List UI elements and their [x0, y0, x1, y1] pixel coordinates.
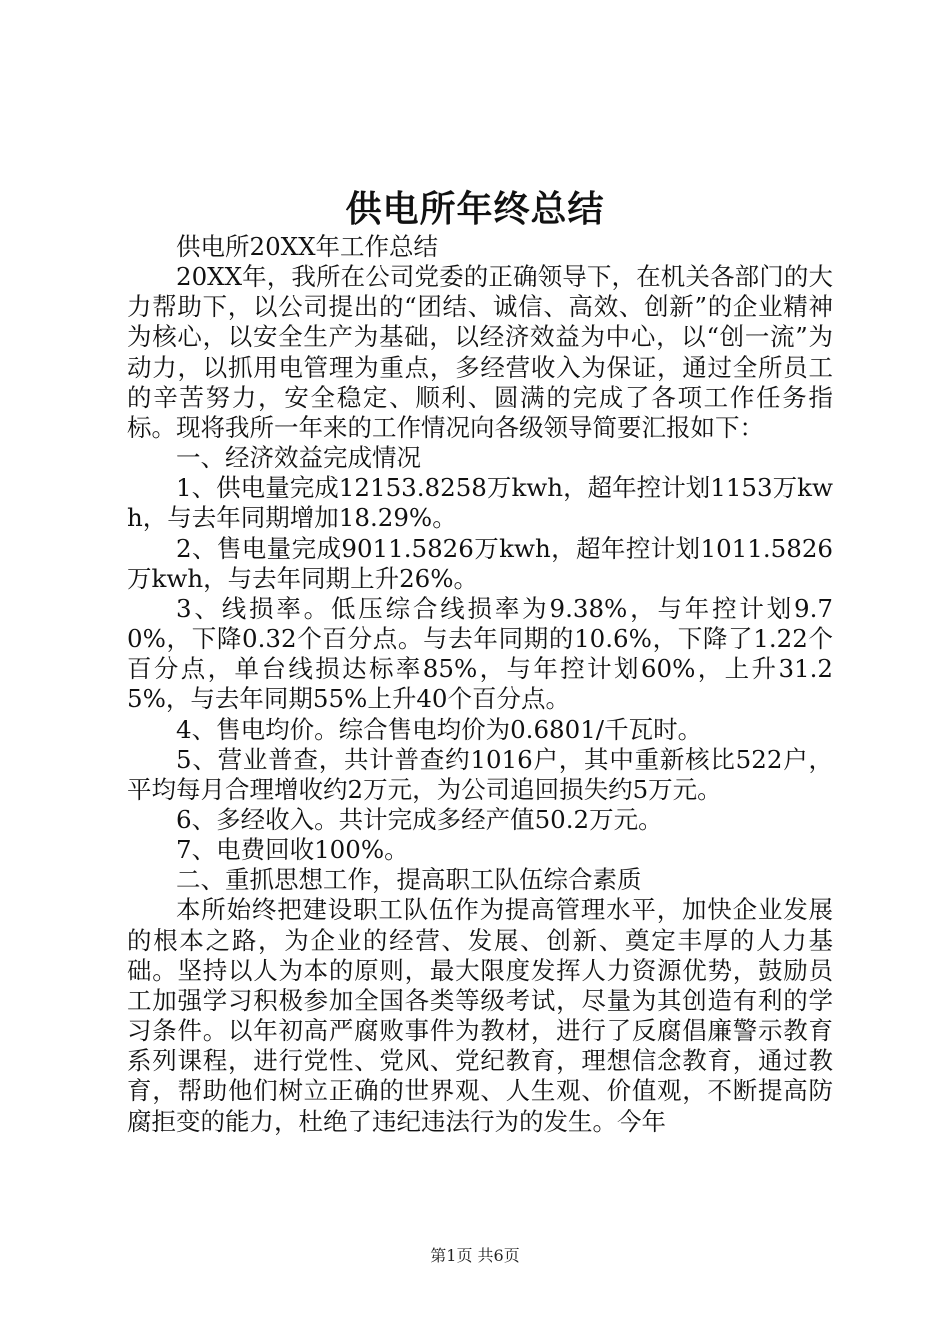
document-body: [127, 232, 833, 1137]
paragraph-item-5: 5、营业普查，共计普查约1016户，其中重新核比522户，平均每月合理增收约2万元，为公司追回损失约5万元。: [127, 744, 833, 804]
paragraph-intro: 20XX年，我所在公司党委的正确领导下，在机关各部门的大力帮助下，以公司提出的“团结、诚信、高效、创新”的企业精神为核心，以安全生产为基础，以经济效益为中心，以“创一流”为动力，以抓用电管理为重点，多经营收入为保证，通过全所员工的辛苦努力，安全稳定、顺利、圆满的完成了各项工作任务指标。现将我所一年来的工作情况向各级领导简要汇报如下：: [127, 262, 833, 442]
paragraph-item-4: 4、售电均价。综合售电均价为0.6801/千瓦时。: [176, 714, 703, 744]
paragraph-item-6: 6、多经收入。共计完成多经产值50.2万元。: [176, 804, 663, 834]
document-title: 供电所年终总结: [345, 188, 605, 230]
paragraph-item-7: 7、电费回收100%。: [176, 835, 409, 865]
section-heading-ideology: 二、重抓思想工作，提高职工队伍综合素质: [176, 865, 642, 895]
paragraph-item-2: 2、售电量完成9011.5826万kwh，超年控计划1011.5826万kwh，与去年同期上升26%。: [127, 533, 833, 593]
paragraph-item-1: 1、供电量完成12153.8258万kwh，超年控计划1153万kwh，与去年同期增加18.29%。: [127, 473, 833, 533]
paragraph-ideology: 本所始终把建设职工队伍作为提高管理水平，加快企业发展的根本之路，为企业的经营、发展、创新、奠定丰厚的人力基础。坚持以人为本的原则，最大限度发挥人力资源优势，鼓励员工加强学习积极参加全国各类等级考试，尽量为其创造有利的学习条件。以年初高严腐败事件为教材，进行了反腐倡廉警示教育系列课程，进行党性、党风、党纪教育，理想信念教育，通过教育，帮助他们树立正确的世界观、人生观、价值观，不断提高防腐拒变的能力，杜绝了违纪违法行为的发生。今年: [127, 895, 833, 1136]
section-heading-economic: 一、经济效益完成情况: [176, 443, 421, 473]
paragraph-subtitle: 供电所20XX年工作总结: [176, 232, 439, 261]
page-footer: 第1页 共6页: [430, 1246, 520, 1265]
paragraph-item-3: 3、线损率。低压综合线损率为9.38%，与年控计划9.70%，下降0.32个百分点。与去年同期的10.6%，下降了1.22个百分点，单台线损达标率85%，与年控计划60%，上升31.25%，与去年同期55%上升40个百分点。: [127, 593, 833, 714]
